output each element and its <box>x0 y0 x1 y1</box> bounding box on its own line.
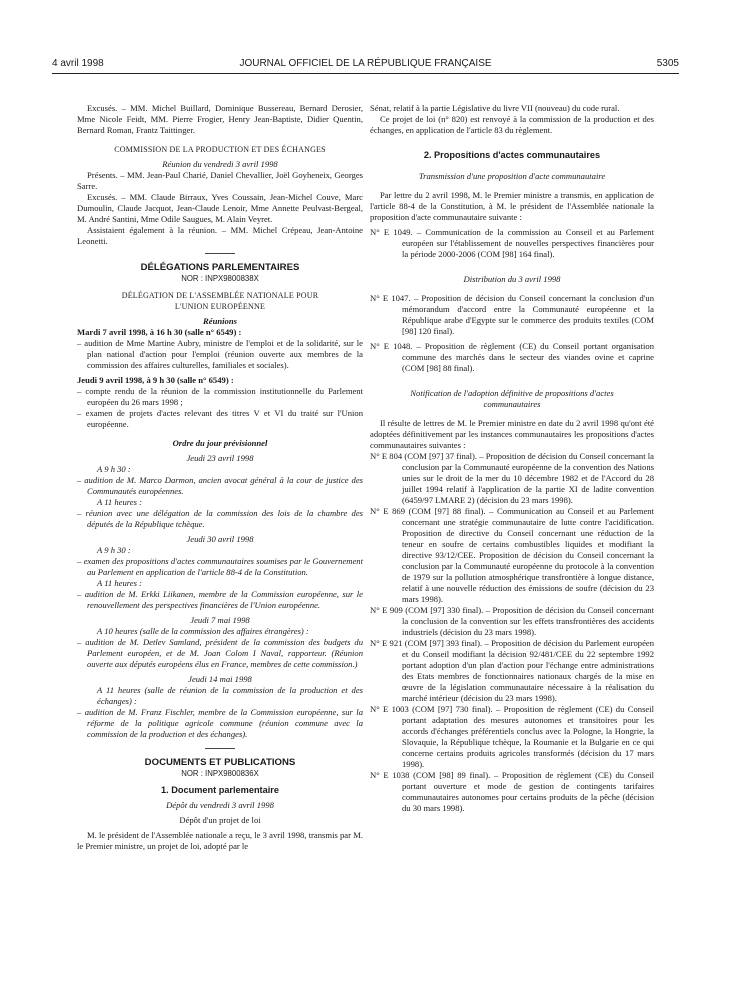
act-e1048: N° E 1048. – Proposition de règlement (CE) du Conseil portant organisation commune des marchés dans le secteur des viandes ovine et caprine (COM [98] 88 final). <box>370 341 654 373</box>
excuses2-paragraph: Excusés. – MM. Claude Birraux, Yves Coussain, Jean-Michel Couve, Marc Dumoulin, Claude Jacquot, Jean-Claude Lenoir, Mme Annette Peulvast-Bergeal, M. André Santini, Mme Odile Saugues, M. Alain Veyret. <box>77 192 363 224</box>
date-jeudi-14-mai: Jeudi 14 mai 1998 <box>188 674 252 684</box>
agenda-item: – audition de M. Franz Fischler, membre de la Commission européenne, sur la réforme de la politique agricole commune (réunion commune avec la commission de la production et des échanges). <box>77 707 363 739</box>
commission-title: COMMISSION DE LA PRODUCTION ET DES ÉCHANGES <box>114 145 326 154</box>
adopted-act: N° E 869 (COM [97] 88 final). – Communication au Conseil et au Parlement concernant une stratégie communautaire de lutte contre l'acidification. Proposition de directive du Conseil concernant une réduction de la teneur en soufre de certains combustibles liquides et modifiant la directive 93/12/CEE. Proposition de décision du Conseil concernant la conclusion par la Communauté européenne du protocole à la convention de 1979 sur la pollution atmosphérique transfrontière à longue distance, relatif à une nouvelle réduction des émissions de soufre (décision du 23 mars 1998). <box>370 506 654 604</box>
par-lettre-paragraph: Par lettre du 2 avril 1998, M. le Premier ministre a transmis, en application de l'article 88-4 de la Constitution, à M. le président de l'Assemblée nationale la proposition d'acte communautaire suivante : <box>370 190 654 222</box>
header-rule <box>52 73 679 74</box>
notification-heading: Notification de l'adoption définitive de propositions d'actes communautaires <box>410 388 614 409</box>
adopted-act: N° E 909 (COM [97] 330 final). – Proposition de décision du Conseil concernant la conclusion de la convention sur les effets transfrontières des accidents industriels (décision du 23 mars 1998). <box>370 605 654 637</box>
agenda-item: – examen des propositions d'actes communautaires soumises par le Gouvernement au Parlement en application de l'article 88-4 de la Constitution. <box>77 556 363 577</box>
nor-reference-1: NOR : INPX9800838X <box>181 274 259 283</box>
section-2-heading: 2. Propositions d'actes communautaires <box>423 150 601 160</box>
date-jeudi-30: Jeudi 30 avril 1998 <box>186 534 254 544</box>
presents-paragraph: Présents. – MM. Jean-Paul Charié, Daniel Chevallier, Joël Goyheneix, Georges Sarre. <box>77 170 363 191</box>
adopted-act: N° E 1038 (COM [98] 89 final). – Proposition de règlement (CE) du Conseil portant ouverture et mode de gestion de contingents tarifaires communautaires autonomes pour certains produits de la pêche (décision du 30 mars 1998). <box>370 770 654 813</box>
transmission-heading: Transmission d'une proposition d'acte communautaire <box>418 171 606 181</box>
nor-reference-2: NOR : INPX9800836X <box>181 769 259 778</box>
jeudi-line: Jeudi 9 avril 1998, à 9 h 30 (salle n° 6549) : <box>77 375 234 385</box>
mardi-item: – audition de Mme Martine Aubry, ministre de l'emploi et de la solidarité, sur le plan national d'action pour l'emploi (réunion ouverte aux membres de la commission des affaires culturelles, familiales et sociales). <box>77 338 363 370</box>
delegation-name: DÉLÉGATION DE L'ASSEMBLÉE NATIONALE POUR L'UNION EUROPÉENNE <box>121 291 319 311</box>
agenda-item: – audition de M. Detlev Samland, président de la commission des budgets du Parlement européen, et de M. Joan Colom I Naval, rapporteur. (Réunion ouverte aux députés européens élus en France, membres de cette commission.) <box>77 637 363 669</box>
agenda-item: – réunion avec une délégation de la commission des lois de la chambre des députés de la République tchèque. <box>77 508 363 529</box>
assistait-paragraph: Assistaient également à la réunion. – MM. Michel Crépeau, Jean-Antoine Leonetti. <box>77 225 363 246</box>
header-page-number: 5305 <box>656 58 679 69</box>
time-label: A 9 h 30 : <box>97 464 131 474</box>
adopted-act: N° E 1003 (COM [97] 730 final). – Proposition de règlement (CE) du Conseil portant adaptation des mesures autonomes et transitoires pour les accords d'échanges préférentiels conclus avec la Pologne, la Hongrie, la Slovaquie, la République tchèque, la Roumanie et la Bulgarie en ce qui concerne certains produits agricoles transformés (décision du 17 mars 1998). <box>370 704 654 769</box>
reunion-date: Réunion du vendredi 3 avril 1998 <box>162 159 278 169</box>
distribution-heading: Distribution du 3 avril 1998 <box>463 274 561 284</box>
section-1-heading: 1. Document parlementaire <box>161 785 279 795</box>
delegations-title: DÉLÉGATIONS PARLEMENTAIRES <box>140 262 300 273</box>
header-date: 4 avril 1998 <box>52 58 104 69</box>
right-column <box>370 103 654 814</box>
date-jeudi-23: Jeudi 23 avril 1998 <box>186 453 254 463</box>
page-header <box>52 58 679 74</box>
agenda-item: – audition de M. Erkki Liikanen, membre de la Commission européenne, sur le renouvellement des perspectives financières de l'Union européenne. <box>77 589 363 610</box>
excuses-paragraph: Excusés. – MM. Michel Buillard, Dominique Bussereau, Bernard Derosier, Mme Nicole Feidt, MM. Pierre Frogier, Henry Jean-Baptiste, Didier Quentin, Bernard Roman, Frantz Taittinger. <box>77 103 363 135</box>
depot-projet: Dépôt d'un projet de loi <box>179 815 261 825</box>
reunions-heading: Réunions <box>203 316 237 326</box>
continuation-text: Sénat, relatif à la partie Législative du livre VII (nouveau) du code rural. <box>370 103 620 113</box>
act-e1049: N° E 1049. – Communication de la commission au Conseil et au Parlement européen sur l'établissement de nouvelles perspectives financières pour la période 2000-2006 (COM [98] 164 final). <box>370 227 654 259</box>
header-title: JOURNAL OFFICIEL DE LA RÉPUBLIQUE FRANÇAISE <box>239 58 492 69</box>
depot-text: M. le président de l'Assemblée nationale a reçu, le 3 avril 1998, transmis par M. le Premier ministre, un projet de loi, adopté par le <box>77 830 363 851</box>
time-label: A 11 heures (salle de réunion de la commission de la production et des échanges) : <box>97 685 363 706</box>
documents-title: DOCUMENTS ET PUBLICATIONS <box>144 757 296 768</box>
time-label: A 11 heures : <box>97 578 142 588</box>
mardi-line: Mardi 7 avril 1998, à 16 h 30 (salle n° 6549) : <box>77 327 242 337</box>
adopted-act: N° E 804 (COM [97] 37 final). – Proposition de décision du Conseil concernant la conclusion par la Communauté européenne de la convention des Nations unies sur le droit de la mer du 10 décembre 1982 et de l'Accord du 28 juillet 1994 relatif à l'application de la partie XI de ladite convention (6459/97 LMARE 2) (décision du 23 mars 1998). <box>370 451 654 505</box>
jeudi-item: – compte rendu de la réunion de la commission institutionnelle du Parlement européen du 26 mars 1998 ; <box>77 386 363 407</box>
date-jeudi-7-mai: Jeudi 7 mai 1998 <box>190 615 250 625</box>
time-label: A 11 heures : <box>97 497 142 507</box>
time-label: A 10 heures (salle de la commission des affaires étrangères) : <box>97 626 309 636</box>
act-e1047: N° E 1047. – Proposition de décision du Conseil concernant la conclusion d'un mémorandum d'accord entre la Communauté européenne et la République arabe d'Egypte sur le commerce des produits textiles (COM [98] 120 final). <box>370 293 654 336</box>
renvoi-text: Ce projet de loi (n° 820) est renvoyé à la commission de la production et des échanges, en application de l'article 83 du règlement. <box>370 114 654 135</box>
resulte-paragraph: Il résulte de lettres de M. le Premier ministre en date du 2 avril 1998 qu'ont été adoptées définitivement par les instances communautaires les propositions d'actes communautaires suivantes : <box>370 418 654 450</box>
time-label: A 9 h 30 : <box>97 545 131 555</box>
jeudi-item: – examen de projets d'actes relevant des titres V et VI du traité sur l'Union européenne. <box>77 408 363 429</box>
adopted-act: N° E 921 (COM [97] 393 final). – Proposition de décision du Parlement européen et du Conseil modifiant la décision 92/481/CEE du 22 septembre 1992 portant adoption d'un plan d'action pour l'échange entre administrations des Etats membres de fonctionnaires nationaux chargés de la mise en œuvre de la législation communautaire nécessaire à la réalisation du marché intérieur (décision du 23 mars 1998). <box>370 638 654 703</box>
depot-date: Dépôt du vendredi 3 avril 1998 <box>166 800 274 810</box>
ordre-heading: Ordre du jour prévisionnel <box>172 438 268 448</box>
left-column <box>77 103 363 852</box>
agenda-item: – audition de M. Marco Darmon, ancien avocat général à la cour de justice des Communautés européennes. <box>77 475 363 496</box>
